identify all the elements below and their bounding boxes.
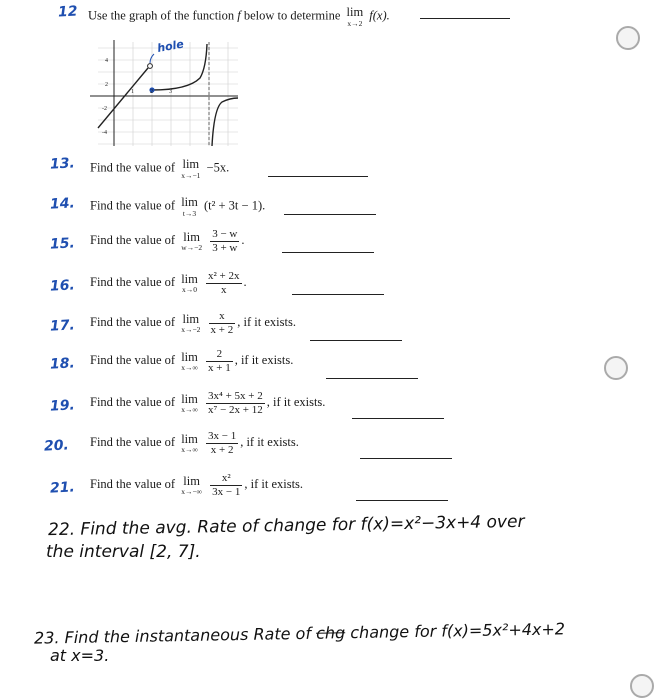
q16-tail: . xyxy=(243,275,247,290)
q20-fraction xyxy=(206,430,238,456)
q19-lim-sub: x→∞ xyxy=(181,405,198,415)
q13-expr: −5x. xyxy=(206,160,230,175)
q15-lim-word: lim xyxy=(183,229,200,244)
x-tick-label: 2 xyxy=(150,89,153,95)
q16-text: Find the value of xyxy=(90,275,176,290)
q20-text: Find the value of xyxy=(90,435,176,450)
q17-number: 17. xyxy=(49,317,76,335)
q23-line2: at x=3. xyxy=(50,646,110,665)
q17-numerator: x xyxy=(209,310,236,324)
q23-text-a: 23. Find the instantaneous Rate of xyxy=(33,623,312,648)
q13-answer-line xyxy=(268,176,368,177)
q19-limit xyxy=(181,393,198,414)
q15-text: Find the value of xyxy=(90,233,176,248)
q12-expr: f(x). xyxy=(369,8,390,23)
q12-lim-word: lim xyxy=(346,5,364,19)
q14-number: 14. xyxy=(49,195,76,213)
q20-tail: , if it exists. xyxy=(240,435,299,450)
q18-numerator: 2 xyxy=(206,348,233,362)
q22-line1: 22. Find the avg. Rate of change for f(x)=x²−3x+4 over xyxy=(47,511,525,541)
q19-numerator: 3x⁴ + 5x + 2 xyxy=(207,390,263,402)
q23-line1 xyxy=(34,619,565,647)
y-tick-label: 2 xyxy=(105,82,108,88)
q16-lim-word: lim xyxy=(181,271,198,286)
q15-denominator: 3 + w xyxy=(212,241,238,254)
q21-text: Find the value of xyxy=(90,477,176,492)
q18-fraction xyxy=(206,348,233,374)
q12-func: f xyxy=(237,8,241,23)
q20-numerator: 3x − 1 xyxy=(207,430,237,442)
q13-limit xyxy=(181,158,200,179)
q12-limit xyxy=(347,6,364,27)
q14-prompt xyxy=(90,196,265,217)
curve-linear-piece xyxy=(98,68,148,128)
binder-hole-top xyxy=(616,26,640,50)
binder-hole-middle xyxy=(604,356,628,380)
q16-numerator: x² + 2x xyxy=(207,270,240,282)
q20-limit xyxy=(181,433,198,454)
q19-denominator: x⁷ − 2x + 12 xyxy=(207,403,263,416)
q18-lim-sub: x→∞ xyxy=(181,363,198,373)
q21-tail: , if it exists. xyxy=(244,477,304,492)
q21-numerator: x² xyxy=(210,472,242,486)
q12-text-post: below to determine xyxy=(243,8,341,23)
q21-limit xyxy=(181,475,202,496)
q14-lim-word: lim xyxy=(181,195,198,209)
q16-number: 16. xyxy=(49,277,76,295)
y-tick-label: 4 xyxy=(105,58,108,64)
q12-text-pre: Use the graph of the function xyxy=(88,8,235,23)
q15-lim-sub: w→−2 xyxy=(181,243,203,253)
q18-limit xyxy=(181,351,198,372)
q17-limit xyxy=(181,313,200,334)
x-tick-label: 3 xyxy=(169,89,172,95)
graph-grid xyxy=(98,42,238,146)
q15-fraction xyxy=(210,228,239,254)
q20-prompt xyxy=(90,430,299,456)
q15-limit xyxy=(181,231,202,252)
q13-prompt xyxy=(90,158,229,179)
hole-point xyxy=(148,64,153,69)
x-tick-label: 1 xyxy=(131,89,134,95)
q12-answer-line xyxy=(420,18,510,19)
q17-fraction xyxy=(209,310,236,336)
q20-number: 20. xyxy=(43,437,70,455)
q17-lim-word: lim xyxy=(182,311,200,326)
q12-lim-sub: x→2 xyxy=(347,18,363,28)
q21-fraction xyxy=(210,472,242,498)
q19-lim-word: lim xyxy=(181,391,198,406)
q21-answer-line xyxy=(356,500,448,501)
q15-prompt xyxy=(90,228,245,254)
q20-answer-line xyxy=(360,458,452,459)
q15-number: 15. xyxy=(49,235,76,253)
q13-number: 13. xyxy=(49,155,76,173)
q15-answer-line xyxy=(282,252,374,253)
q14-text: Find the value of xyxy=(90,198,176,213)
q13-text: Find the value of xyxy=(90,160,176,175)
q20-lim-word: lim xyxy=(181,431,198,446)
q18-number: 18. xyxy=(49,355,76,373)
q14-expr: (t² + 3t − 1). xyxy=(203,198,266,213)
hole-annotation: hole xyxy=(156,38,185,55)
q19-fraction xyxy=(206,390,265,416)
q14-answer-line xyxy=(284,214,376,215)
q17-text: Find the value of xyxy=(90,315,176,330)
q15-numerator: 3 − w xyxy=(212,228,238,240)
q17-tail: , if it exists. xyxy=(237,315,296,330)
q15-tail: . xyxy=(241,233,245,248)
y-tick-label: -2 xyxy=(102,106,107,112)
q21-prompt xyxy=(90,472,303,498)
q16-limit xyxy=(181,273,198,294)
q21-number: 21. xyxy=(49,479,76,497)
q19-text: Find the value of xyxy=(90,395,176,410)
q20-denominator: x + 2 xyxy=(210,443,234,456)
q16-prompt xyxy=(90,270,247,296)
q19-number: 19. xyxy=(49,397,76,415)
q20-lim-sub: x→∞ xyxy=(181,445,198,455)
q17-lim-sub: x→−2 xyxy=(181,325,201,335)
q17-denominator: x + 2 xyxy=(210,323,234,336)
q22-line2: the interval [2, 7]. xyxy=(46,542,201,562)
q16-fraction xyxy=(206,270,242,296)
q18-denominator: x + 1 xyxy=(207,361,231,374)
q23-text-b: change for f(x)=5x²+4x+2 xyxy=(350,619,566,643)
q19-prompt xyxy=(90,390,325,416)
q17-answer-line xyxy=(310,340,402,341)
q18-text: Find the value of xyxy=(90,353,176,368)
q14-limit xyxy=(181,196,198,217)
q18-prompt xyxy=(90,348,293,374)
q21-lim-sub: x→−∞ xyxy=(181,487,203,497)
q19-tail: , if it exists. xyxy=(266,395,326,410)
q16-denominator: x xyxy=(220,283,227,296)
q12-number: 12 xyxy=(57,3,78,21)
binder-hole-bottom xyxy=(630,674,654,698)
curve-right-piece xyxy=(212,98,238,146)
q21-lim-word: lim xyxy=(183,473,200,488)
q18-lim-word: lim xyxy=(181,349,198,364)
q14-lim-sub: t→3 xyxy=(182,208,197,218)
y-tick-label: -4 xyxy=(102,130,107,136)
q18-answer-line xyxy=(326,378,418,379)
q17-prompt xyxy=(90,310,296,336)
q13-lim-sub: x→−1 xyxy=(181,170,201,180)
q23-struck-word: chg xyxy=(315,623,346,643)
q19-answer-line xyxy=(352,418,444,419)
q12-prompt xyxy=(88,6,390,27)
q13-lim-word: lim xyxy=(182,157,200,171)
q16-lim-sub: x→0 xyxy=(182,285,198,295)
q16-answer-line xyxy=(292,294,384,295)
q18-tail: , if it exists. xyxy=(234,353,294,368)
q21-denominator: 3x − 1 xyxy=(212,485,241,498)
function-graph xyxy=(88,38,240,148)
